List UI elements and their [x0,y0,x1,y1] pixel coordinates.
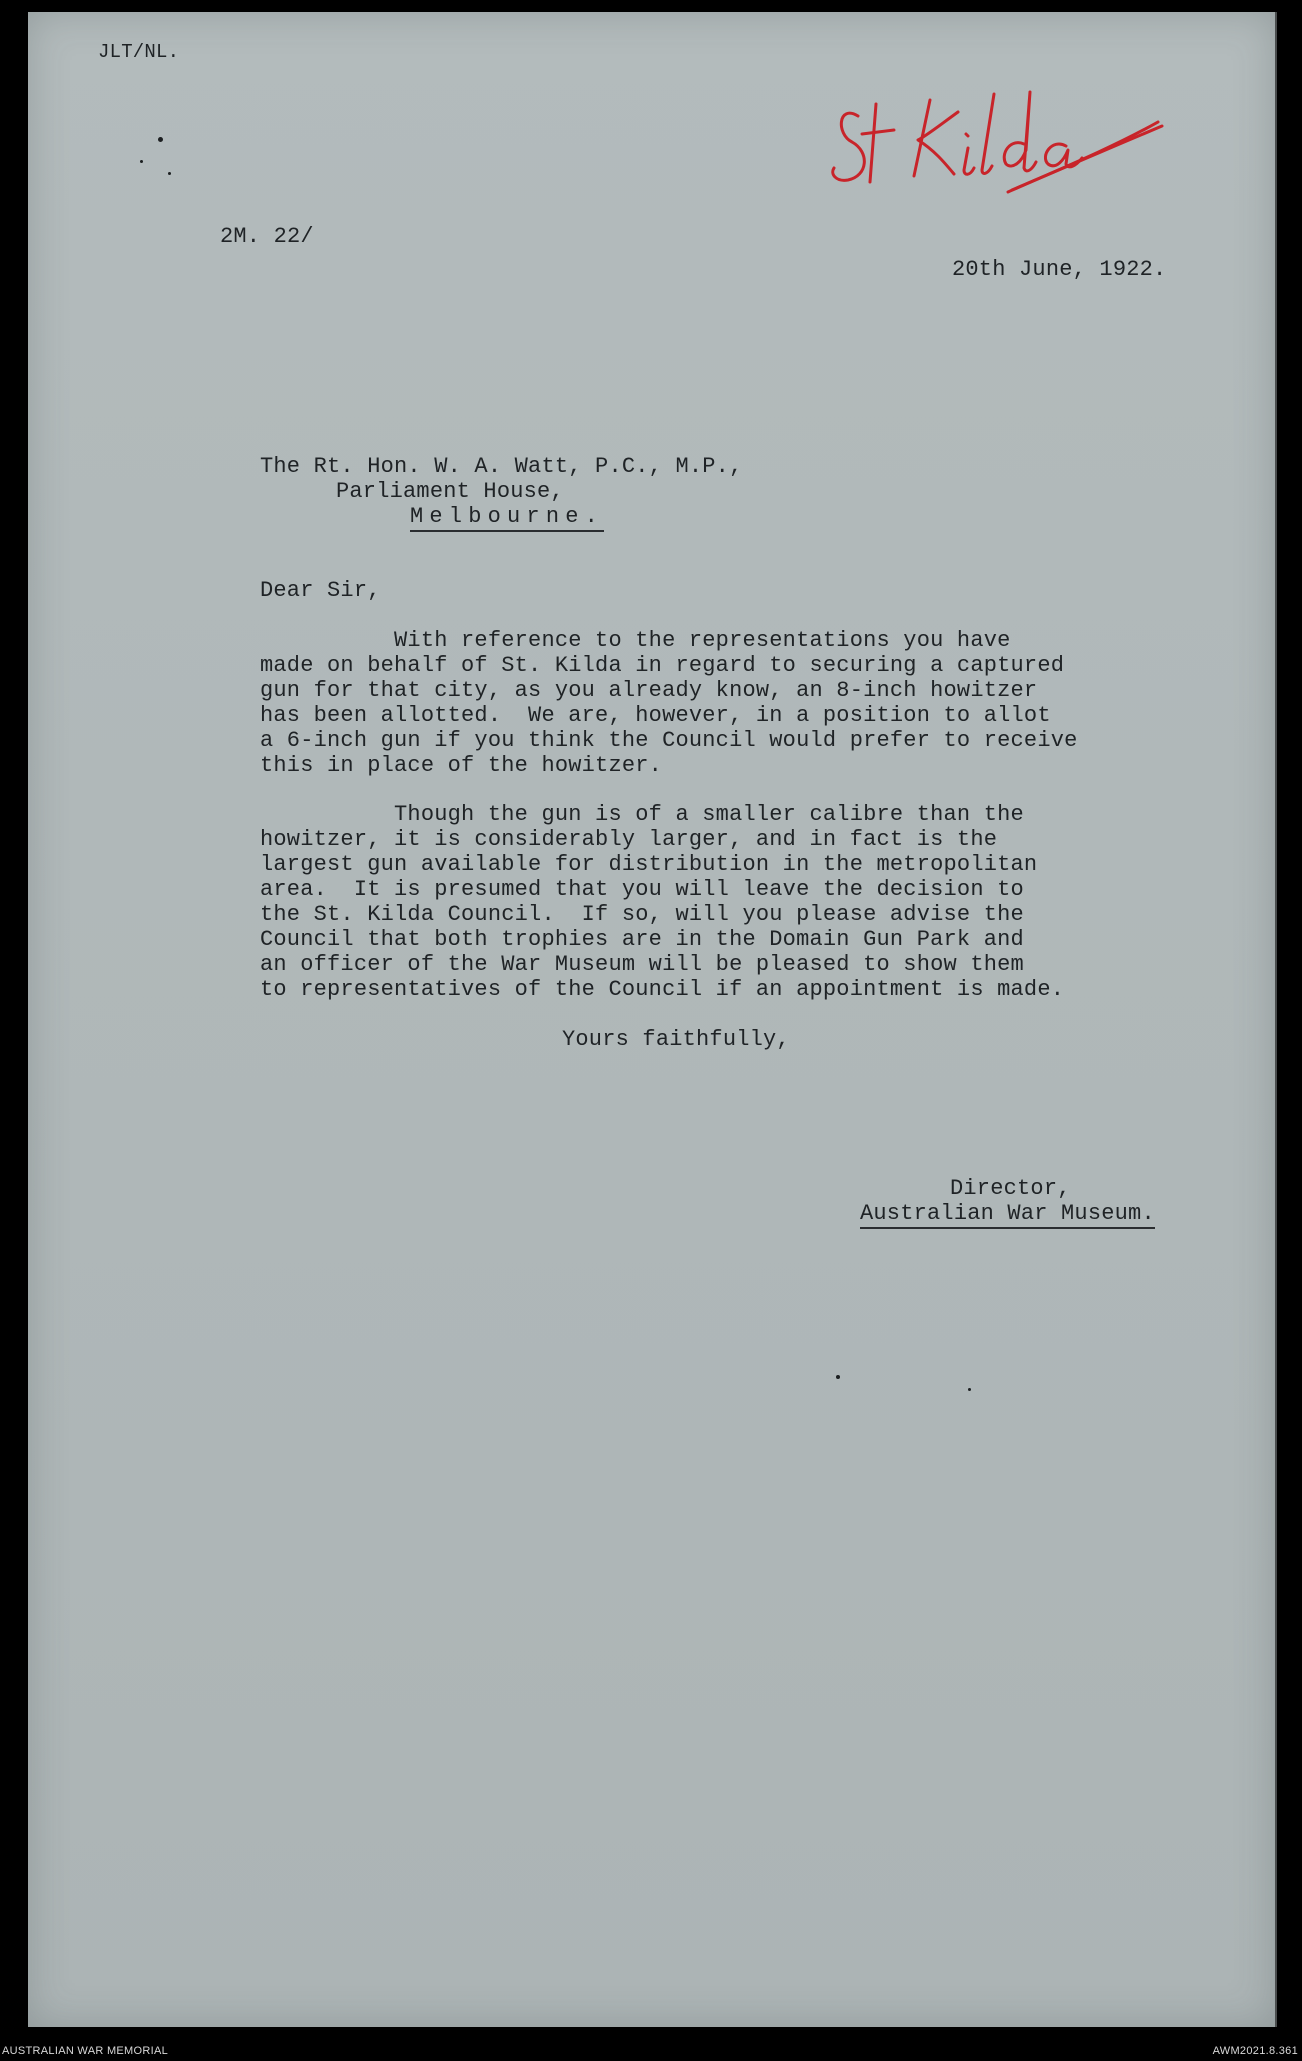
address-line-2: Parliament House, [336,479,564,504]
paragraph-line: Council that both trophies are in the Domain Gun Park and [260,927,1024,952]
paragraph-line: a 6-inch gun if you think the Council would prefer to receive [260,728,1078,753]
paragraph-line: the St. Kilda Council. If so, will you please advise the [260,902,1024,927]
paragraph-line: an officer of the War Museum will be pleased to show them [260,952,1024,977]
handwritten-st-kilda-annotation [818,64,1178,194]
paragraph-line: area. It is presumed that you will leave the decision to [260,877,1024,902]
ink-speck [168,172,171,175]
letter-date: 20th June, 1922. [952,257,1167,282]
address-line-3: Melbourne. [410,504,604,532]
paragraph-line: largest gun available for distribution in the metropolitan [260,852,1038,877]
footer-institution: AUSTRALIAN WAR MEMORIAL [2,2045,169,2057]
file-reference: 2M. 22/ [220,224,314,249]
salutation: Dear Sir, [260,578,381,603]
paragraph-line: has been allotted. We are, however, in a position to allot [260,703,1051,728]
footer-accession-number: AWM2021.8.361 [1212,2045,1298,2057]
paragraph-line: this in place of the howitzer. [260,753,663,778]
ink-speck [140,160,143,163]
address-line-1: The Rt. Hon. W. A. Watt, P.C., M.P., [260,454,743,479]
signature-title: Director, [950,1176,1071,1201]
ink-speck [158,137,163,142]
paragraph-line: gun for that city, as you already know, an 8-inch howitzer [260,678,1038,703]
closing: Yours faithfully, [562,1027,790,1052]
signature-organisation: Australian War Museum. [860,1201,1155,1229]
typist-initials: JLT/NL. [98,41,180,63]
paragraph-line: Though the gun is of a smaller calibre than the [260,802,1024,827]
ink-speck [836,1375,840,1379]
ink-speck [968,1388,971,1391]
letter-page [28,12,1277,2027]
paragraph-line: With reference to the representations you have [260,628,1011,653]
paragraph-line: howitzer, it is considerably larger, and in fact is the [260,827,998,852]
paragraph-line: to representatives of the Council if an appointment is made. [260,977,1065,1002]
paragraph-line: made on behalf of St. Kilda in regard to securing a captured [260,653,1065,678]
